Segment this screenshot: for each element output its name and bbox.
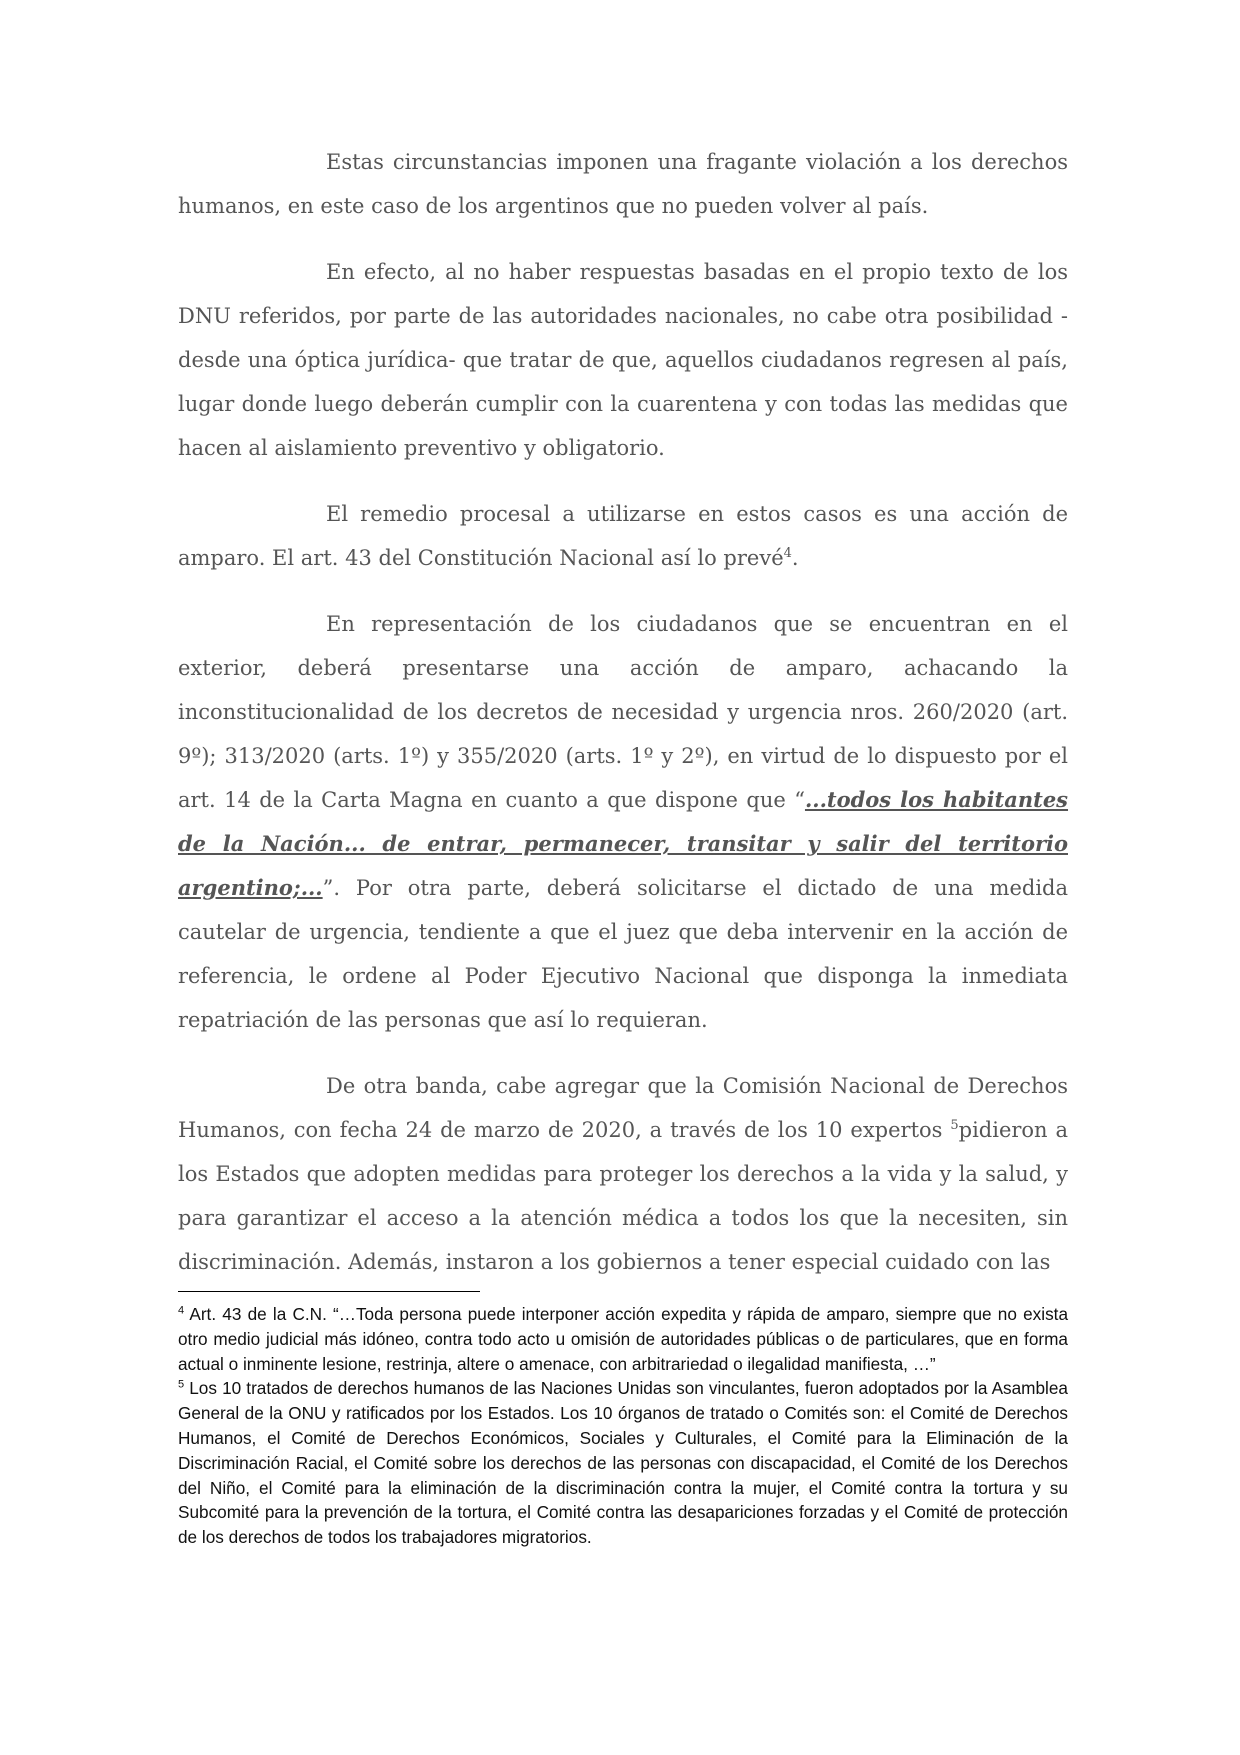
body-text [178,140,1068,1284]
paragraph-4-end: ”. Por otra parte, deberá solicitarse el dictado de una medida cautelar de urgencia, tendiente a que el juez que deba intervenir en la acción de referencia, le ordene al Poder Ejecutivo Nacional que disponga la inmediata repatriación de las personas que así lo requieran. [178,876,1068,1032]
paragraph-5 [178,1064,1068,1284]
footnote-4-text: Art. 43 de la C.N. “…Toda persona puede interponer acción expedita y rápida de amparo, siempre que no exista otro medio judicial más idóneo, contra todo acto u omisión de autoridades públicas o de particulares, que en forma actual o inminente lesione, restrinja, altere o amenace, con arbitrariedad o ilegalidad manifiesta, …” [178,1304,1068,1374]
footnote-5-number: 5 [178,1378,185,1391]
paragraph-4 [178,602,1068,1042]
paragraph-3 [178,492,1068,580]
footnote-ref-5: 5 [950,1118,959,1133]
paragraph-2: En efecto, al no haber respuestas basadas en el propio texto de los DNU referidos, por parte de las autoridades nacionales, no cabe otra posibilidad -desde una óptica jurídica- que tratar de que, aquellos ciudadanos regresen al país, lugar donde luego deberán cumplir con la cuarentena y con todas las medidas que hacen al aislamiento preventivo y obligatorio. [178,260,1068,460]
constitution-quote: ...todos los habitantes de la Nación... de entrar, permanecer, transitar y salir del territorio argentino;... [178,787,1069,900]
footnote-5 [178,1376,1068,1550]
footnotes [178,1302,1068,1550]
footnote-5-text: Los 10 tratados de derechos humanos de las Naciones Unidas son vinculantes, fueron adoptados por la Asamblea General de la ONU y ratificados por los Estados. Los 10 órganos de tratado o Comités son: el Comité de Derechos Humanos, el Comité de Derechos Económicos, Sociales y Culturales, el Comité para la Eliminación de la Discriminación Racial, el Comité sobre los derechos de las personas con discapacidad, el Comité de los Derechos del Niño, el Comité para la eliminación de la discriminación contra la mujer, el Comité contra la tortura y su Subcomité para la prevención de la tortura, el Comité contra las desapariciones forzadas y el Comité de protección de los derechos de todos los trabajadores migratorios. [178,1378,1068,1548]
paragraph-3-text: El remedio procesal a utilizarse en estos casos es una acción de amparo. El art. 43 del Constitución Nacional así lo prevé [178,502,1068,570]
paragraph-5-start: De otra banda, cabe agregar que la Comisión Nacional de Derechos Humanos, con fecha 24 de marzo de 2020, a través de los 10 expertos [178,1074,1068,1142]
paragraph-3-end: . [791,546,799,570]
footnote-ref-4: 4 [783,546,792,561]
paragraph-1: Estas circunstancias imponen una fragante violación a los derechos humanos, en este caso de los argentinos que no pueden volver al país. [178,150,1068,218]
footnote-4-number: 4 [178,1304,185,1317]
paragraph-5-end: pidieron a los Estados que adopten medidas para proteger los derechos a la vida y la salud, y para garantizar el acceso a la atención médica a todos los que la necesiten, sin discriminación. Además, instaron a los gobiernos a tener especial cuidado con las [178,1118,1068,1274]
footnote-4 [178,1302,1068,1376]
paragraph-4-start: En representación de los ciudadanos que se encuentran en el exterior, deberá presentarse una acción de amparo, achacando la inconstitucionalidad de los decretos de necesidad y urgencia nros. 260/2020 (art. 9º); 313/2020 (arts. 1º) y 355/2020 (arts. 1º y 2º), en virtud de lo dispuesto por el art. 14 de la Carta Magna en cuanto a que dispone que “ [178,612,1068,812]
footnote-separator [178,1291,480,1292]
